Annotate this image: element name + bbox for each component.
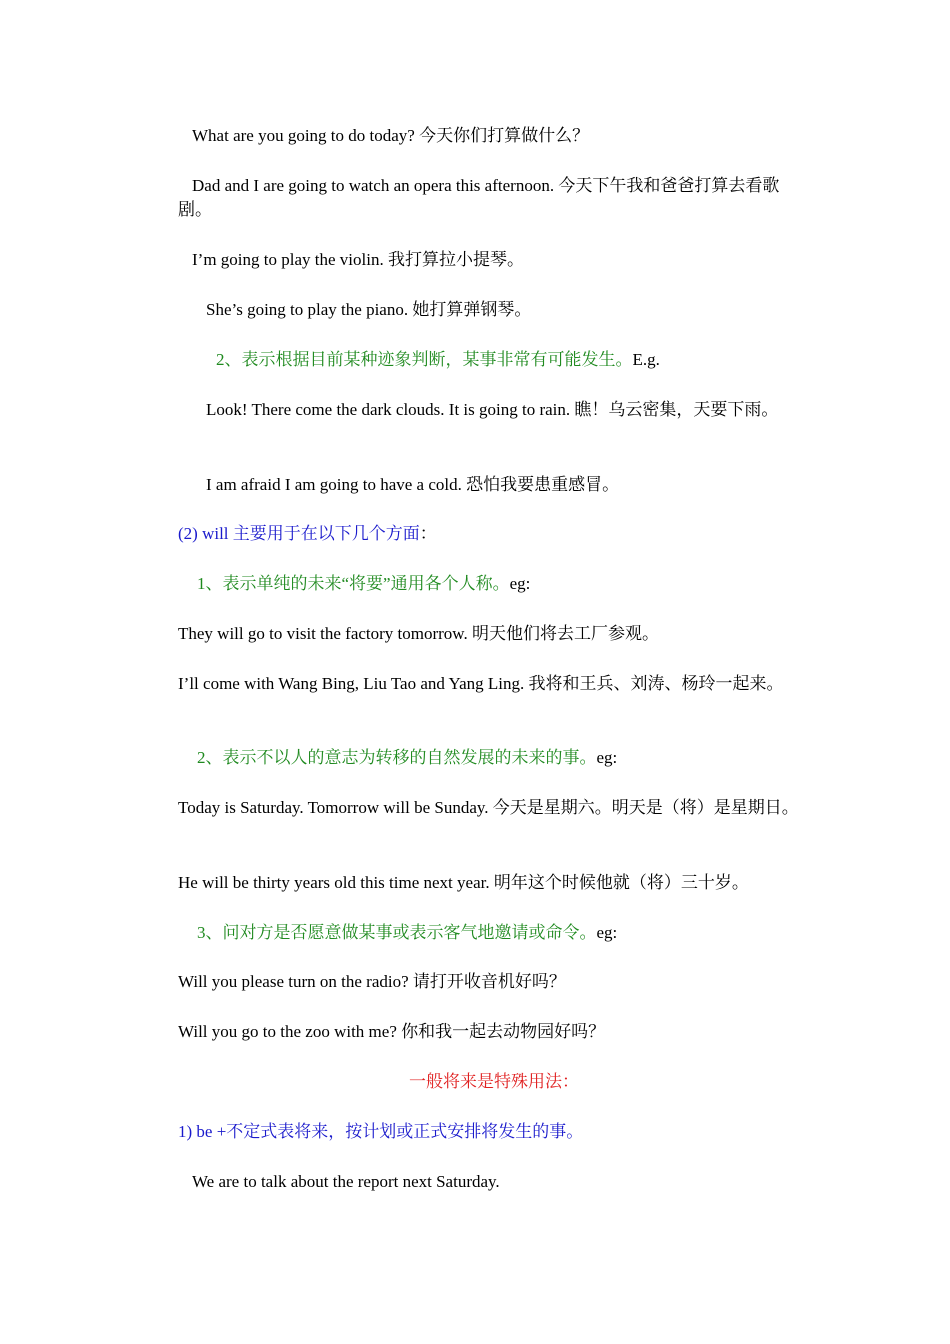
rule-text: 3、问对方是否愿意做某事或表示客气地邀请或命令。: [197, 923, 597, 942]
section-heading-will: [178, 522, 810, 546]
example-line-opera: [178, 174, 810, 222]
rule-heading-3-invite: [178, 921, 810, 945]
section-heading-colon: ：: [419, 524, 437, 543]
example-line-violin: I’m going to play the violin. 我打算拉小提琴。: [192, 250, 524, 269]
example-line-going-to-today: What are you going to do today? 今天你们打算做什么？: [192, 126, 590, 145]
example-line-cold: I am afraid I am going to have a cold. 恐怕我要患重感冒。: [206, 475, 620, 494]
section-heading-text: (2) will 主要用于在以下几个方面: [178, 524, 420, 543]
example-line-zoo: Will you go to the zoo with me? 你和我一起去动物园好吗？: [178, 1022, 606, 1041]
example-line-rain: [178, 398, 810, 422]
example-line-radio: Will you please turn on the radio? 请打开收音机好吗？: [178, 972, 566, 991]
rule-text: 2、表示根据目前某种迹象判断，某事非常有可能发生。: [216, 350, 633, 369]
special-usage-item-1: 1) be +不定式表将来，按计划或正式安排将发生的事。: [178, 1122, 584, 1141]
example-line-report: We are to talk about the report next Saturday.: [192, 1172, 500, 1191]
example-line-thirty: He will be thirty years old this time next year. 明年这个时候他就（将）三十岁。: [178, 873, 749, 892]
example-line-factory: They will go to visit the factory tomorrow. 明天他们将去工厂参观。: [178, 624, 659, 643]
example-text-opera: Dad and I are going to watch an opera this afternoon. 今天下午我和爸爸打算去看歌剧。: [178, 176, 780, 219]
rule-eg: eg:: [509, 574, 531, 593]
example-line-wang-bing: I’ll come with Wang Bing, Liu Tao and Yang Ling. 我将和王兵、刘涛、杨玲一起来。: [178, 674, 784, 693]
rule-heading-2-signs: [178, 348, 810, 372]
rule-eg: eg:: [596, 748, 618, 767]
example-line-piano: She’s going to play the piano. 她打算弹钢琴。: [206, 300, 532, 319]
example-text-rain: Look! There come the dark clouds. It is going to rain. 瞧！乌云密集，天要下雨。: [206, 400, 779, 419]
rule-eg: E.g.: [632, 350, 660, 369]
rule-heading-2-natural: [178, 746, 810, 770]
rule-text: 1、表示单纯的未来“将要”通用各个人称。: [197, 574, 510, 593]
special-usage-heading: 一般将来是特殊用法：: [409, 1072, 579, 1091]
rule-eg: eg:: [596, 923, 618, 942]
rule-text: 2、表示不以人的意志为转移的自然发展的未来的事。: [197, 748, 597, 767]
rule-heading-1-simple-future: [178, 572, 810, 596]
example-line-saturday: Today is Saturday. Tomorrow will be Sunday. 今天是星期六。明天是（将）是星期日。: [178, 798, 799, 817]
